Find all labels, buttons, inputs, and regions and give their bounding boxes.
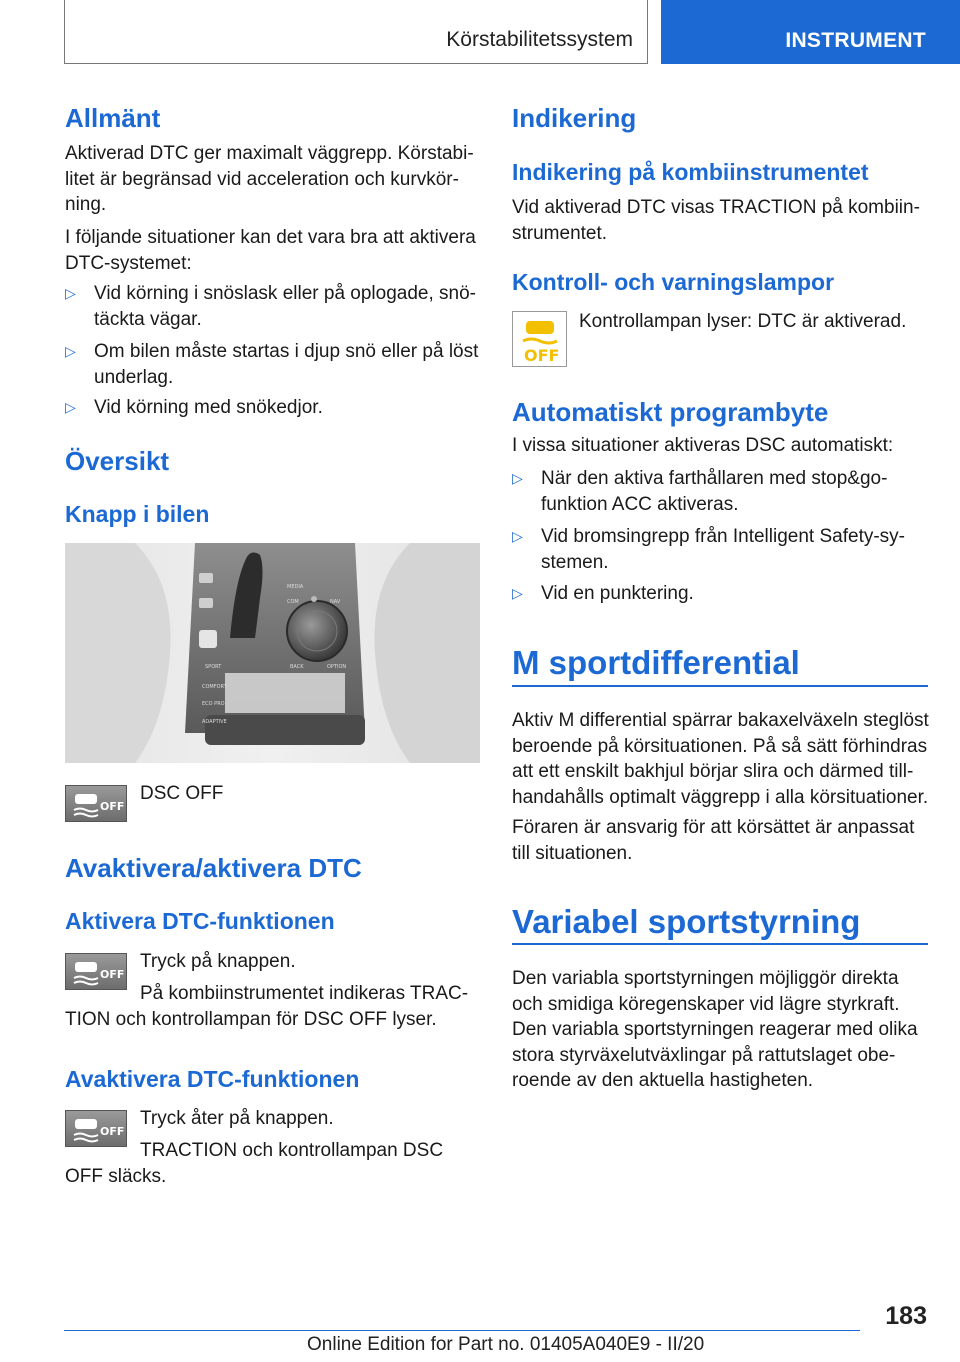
heading-avaktivera-dtc: Avaktivera DTC-funktionen xyxy=(65,1066,360,1092)
heading-indikering: Indikering xyxy=(512,103,637,133)
dsc-off-icon xyxy=(65,953,127,990)
page-header xyxy=(0,0,960,66)
heading-variabel-sportstyrning: Variabel sportstyrning xyxy=(512,903,861,940)
svg-text:MEDIA: MEDIA xyxy=(287,584,304,590)
msport-paragraph-1: Aktiv M differential spärrar bakaxelväxeln steglöst beroende på körsituationen. På så sätt förhindras att ett enskilt bakhjul börjar slira och därmed till- handahålls optimalt väggrepp i alla körsituationer. xyxy=(512,710,929,808)
heading-oversikt: Översikt xyxy=(65,446,170,476)
svg-text:NAV: NAV xyxy=(330,599,341,605)
bullet-triangle-icon: ▷ xyxy=(65,399,76,415)
chapter-title: INSTRUMENT xyxy=(785,29,926,52)
page-number: 183 xyxy=(885,1302,927,1330)
aktivera-step-2: På kombiinstrumentet indikeras TRAC- xyxy=(140,983,469,1004)
aktivera-step-3: TION och kontrollampan för DSC OFF lyser. xyxy=(65,1009,437,1030)
heading-avaktivera-aktivera-dtc: Avaktivera/aktivera DTC xyxy=(65,853,362,883)
svg-text:OFF: OFF xyxy=(100,800,125,813)
heading-kontroll-varningslampor: Kontroll- och varningslampor xyxy=(512,269,835,295)
avaktivera-step-3: OFF släcks. xyxy=(65,1166,167,1187)
center-console-photo xyxy=(65,543,480,763)
svg-text:COM: COM xyxy=(287,599,299,605)
avaktivera-step-2: TRACTION och kontrollampan DSC xyxy=(140,1140,444,1161)
dsc-off-icon xyxy=(65,785,127,822)
kontroll-text: Kontrollampan lyser: DTC är aktiverad. xyxy=(579,311,907,332)
heading-allmant: Allmänt xyxy=(65,103,161,133)
auto-paragraph: I vissa situationer aktiveras DSC automatiskt: xyxy=(512,435,894,456)
section-tab xyxy=(64,0,648,64)
bullet-triangle-icon: ▷ xyxy=(512,585,523,601)
bullet-triangle-icon: ▷ xyxy=(65,343,76,359)
bullet-triangle-icon: ▷ xyxy=(512,528,523,544)
heading-rule xyxy=(512,943,928,945)
heading-rule xyxy=(512,685,928,687)
heading-knapp-i-bilen: Knapp i bilen xyxy=(65,501,210,527)
footer-edition: Online Edition for Part no. 01405A040E9 - II/20 xyxy=(307,1334,705,1355)
bullet-triangle-icon: ▷ xyxy=(512,470,523,486)
dsc-off-label: DSC OFF xyxy=(140,783,224,804)
heading-automatiskt-programbyte: Automatiskt programbyte xyxy=(512,397,829,427)
svg-text:COMFORT: COMFORT xyxy=(202,684,227,690)
heading-aktivera-dtc: Aktivera DTC-funktionen xyxy=(65,908,335,934)
indikering-paragraph: Vid aktiverad DTC visas TRACTION på kombiin- strumentet. xyxy=(512,197,920,244)
svg-text:OFF: OFF xyxy=(100,968,125,981)
svg-text:SPORT: SPORT xyxy=(205,664,222,670)
svg-text:ADAPTIVE: ADAPTIVE xyxy=(202,719,227,725)
svg-text:ECO PRO: ECO PRO xyxy=(202,701,225,707)
bullet-triangle-icon: ▷ xyxy=(65,285,76,301)
variabel-paragraph: Den variabla sportstyrningen möjliggör direkta och smidiga köregenskaper vid lägre styrkraft. Den variabla sportstyrningen reagerar med olika stora styrväxelutväxlingar på rattutslaget obe- roende av den aktuella hastigheten. xyxy=(512,968,918,1091)
heading-m-sportdifferential: M sportdifferential xyxy=(512,644,800,681)
aktivera-step-1: Tryck på knappen. xyxy=(140,951,296,972)
avaktivera-step-1: Tryck åter på knappen. xyxy=(140,1108,334,1129)
svg-text:BACK: BACK xyxy=(290,664,304,670)
section-title: Körstabilitetssystem xyxy=(446,28,633,51)
heading-indikering-kombiinstrument: Indikering på kombiinstrumentet xyxy=(512,159,869,185)
allmant-paragraph-1: Aktiverad DTC ger maximalt väggrepp. Körstabi- litet är begränsad vid acceleration och kurvkör- ning. xyxy=(65,143,474,215)
traction-off-warning-icon xyxy=(512,311,567,367)
svg-text:OPTION: OPTION xyxy=(327,664,347,670)
msport-paragraph-2: Föraren är ansvarig för att körsättet är anpassat till situationen. xyxy=(512,817,915,864)
allmant-paragraph-2: I följande situationer kan det vara bra att aktivera DTC-systemet: xyxy=(65,227,476,274)
svg-text:OFF: OFF xyxy=(100,1125,125,1138)
svg-text:OFF: OFF xyxy=(524,346,560,365)
chapter-tab xyxy=(661,0,960,64)
dsc-off-icon xyxy=(65,1110,127,1147)
footer-rule xyxy=(64,1330,860,1331)
